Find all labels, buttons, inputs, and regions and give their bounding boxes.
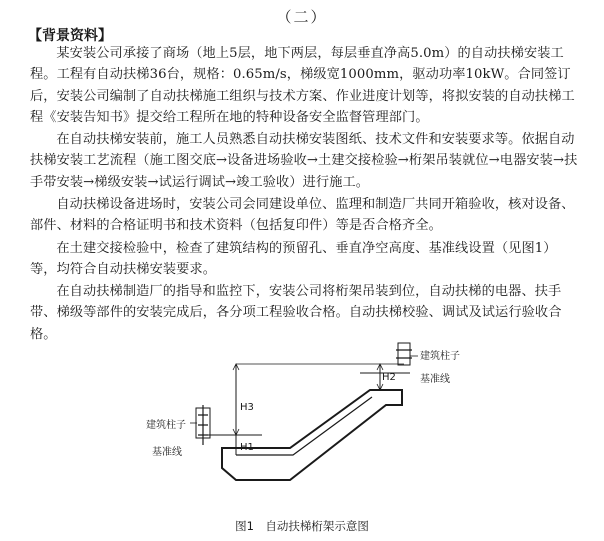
building-column-bottom [198, 405, 208, 445]
section-title: （二） [276, 8, 328, 26]
label-h3: H3 [240, 402, 254, 413]
paragraph-1: 某安装公司承接了商场（地上5层，地下两层，每层垂直净高5.0m）的自动扶梯安装工程。工程有自动扶梯36台，规格：0.65m/s，梯级宽1000mm，驱动功率10kW。合同签订后，安装公司编制了自动扶梯施工组织与技术方案、作业进度计划等，将拟安装的自动扶梯工程《安装告知书》提交给工程所在地的特种设备安全监督管理部门。 [30, 46, 575, 125]
label-baseline-bottom: 基准线 [152, 447, 182, 458]
paragraph-4: 在土建交接检验中，检查了建筑结构的预留孔、垂直净空高度、基准线设置（见图1）等，均符合自动扶梯安装要求。 [30, 241, 557, 278]
label-baseline-top: 基准线 [420, 374, 450, 385]
figure-caption: 图1 自动扶梯桁架示意图 [235, 519, 369, 533]
label-column-top: 建筑柱子 [420, 351, 460, 362]
paragraph-3: 自动扶梯设备进场时，安装公司会同建设单位、监理和制造厂共同开箱验收，核对设备、部件、材料的合格证明书和技术资料（包括复印件）等是否合格齐全。 [30, 197, 575, 234]
label-h2: H2 [382, 372, 396, 383]
paragraph-2: 在自动扶梯安装前，施工人员熟悉自动扶梯安装图纸、技术文件和安装要求等。依据自动扶梯安装工艺流程（施工图交底→设备进场验收→土建交接检验→桁架吊装就位→电器安装→扶手带安装→梯级安装→试运行调试→竣工验收）进行施工。 [30, 132, 578, 190]
label-h1: H1 [240, 442, 254, 453]
truss-inner-line [236, 397, 372, 455]
background-label: 【背景资料】 [28, 28, 112, 44]
paragraph-5: 在自动扶梯制造厂的指导和监控下，安装公司将桁架吊装到位，自动扶梯的电器、扶手带、梯级等部件的安装完成后，各分项工程验收合格。自动扶梯校验、调试及试运行验收合格。 [30, 284, 562, 342]
label-column-bottom: 建筑柱子 [146, 420, 186, 431]
